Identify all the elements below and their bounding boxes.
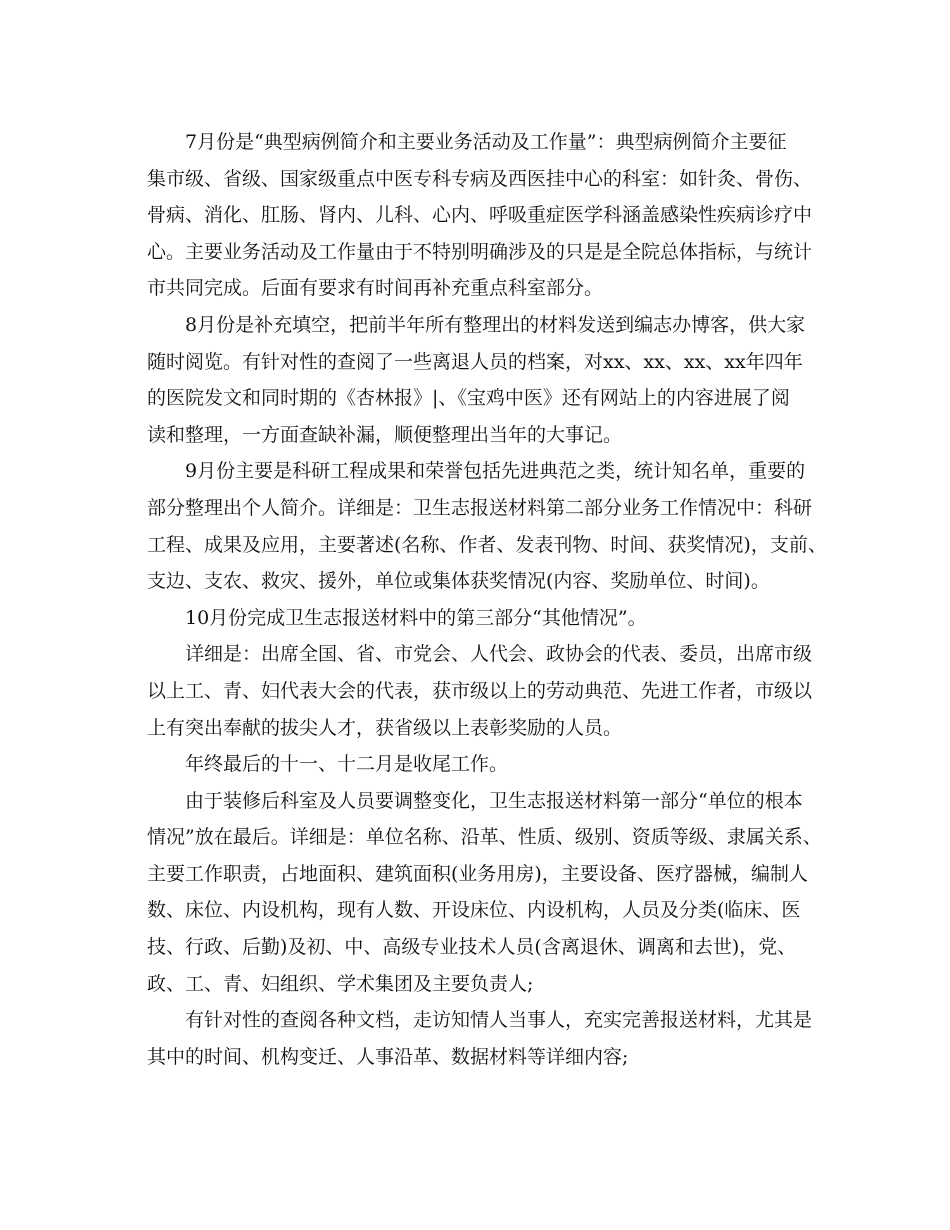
paragraph-september — [147, 453, 827, 599]
document-body — [147, 124, 827, 1075]
paragraph-october — [147, 600, 807, 637]
text-line: 年终最后的十一、十二月是收尾工作。 — [185, 753, 509, 776]
paragraph-year-end — [147, 746, 807, 783]
text-line: 集市级、省级、国家级重点中医专科专病及西医挂中心的科室：如针灸、骨伤、 — [147, 167, 813, 190]
paragraph-basic-info — [147, 783, 822, 1003]
text-line: 心。主要业务活动及工作量由于不特别明确涉及的只是是全院总体指标，与统计 — [147, 240, 813, 263]
text-line: 以上工、青、妇代表大会的代表，获市级以上的劳动典范、先进工作者，市级以 — [147, 679, 813, 702]
text-line: 部分整理出个人简介。详细是：卫生志报送材料第二部分业务工作情况中：科研 — [147, 496, 813, 519]
text-line: 由于装修后科室及人员要调整变化，卫生志报送材料第一部分“单位的根本 — [185, 789, 803, 812]
text-line: 骨病、消化、肛肠、肾内、儿科、心内、呼吸重症医学科涵盖感染性疾病诊疗中 — [147, 204, 813, 227]
text-line: 随时阅览。有针对性的查阅了一些离退人员的档案，对xx、xx、xx、xx年四年 — [147, 350, 803, 373]
text-line: 其中的时间、机构变迁、人事沿革、数据材料等详细内容; — [147, 1045, 629, 1068]
paragraph-october-details — [147, 636, 813, 746]
text-line: 情况”放在最后。详细是：单位名称、沿革、性质、级别、资质等级、隶属关系、 — [147, 826, 822, 849]
text-line: 技、行政、后勤)及初、中、高级专业技术人员(含离退休、调离和去世)，党、 — [147, 936, 797, 959]
text-line: 10月份完成卫生志报送材料中的第三部分“其他情况”。 — [185, 606, 647, 629]
text-line: 有针对性的查阅各种文档，走访知情人当事人，充实完善报送材料，尤其是 — [185, 1009, 813, 1032]
text-line: 工程、成果及应用，主要著述(名称、作者、发表刊物、时间、获奖情况)，支前、 — [147, 533, 827, 556]
text-line: 读和整理，一方面查缺补漏，顺便整理出当年的大事记。 — [147, 423, 623, 446]
text-line: 支边、支农、救灾、援外，单位或集体获奖情况(内容、奖励单位、时间)。 — [147, 570, 770, 593]
text-line: 市共同完成。后面有要求有时间再补充重点科室部分。 — [147, 277, 604, 300]
text-line: 详细是：出席全国、省、市党会、人代会、政协会的代表、委员，出席市级 — [185, 643, 813, 666]
paragraph-july — [147, 124, 813, 307]
text-line: 9月份主要是科研工程成果和荣誉包括先进典范之类，统计知名单，重要的 — [185, 460, 806, 483]
text-line: 政、工、青、妇组织、学术集团及主要负责人; — [147, 972, 534, 995]
text-line: 数、床位、内设机构，现有人数、开设床位、内设机构，人员及分类(临床、医 — [147, 899, 801, 922]
paragraph-august — [147, 307, 807, 453]
text-line: 8月份是补充填空，把前半年所有整理出的材料发送到编志办博客，供大家 — [185, 313, 806, 336]
text-line: 上有突出奉献的拔尖人才，获省级以上表彰奖励的人员。 — [147, 716, 623, 739]
text-line: 7月份是“典型病例简介和主要业务活动及工作量”：典型病例简介主要征 — [185, 131, 787, 153]
text-line: 的医院发文和同时期的《杏林报》|、《宝鸡中医》还有网站上的内容进展了阅 — [147, 387, 790, 410]
text-line: 主要工作职责，占地面积、建筑面积(业务用房)，主要设备、医疗器械，编制人 — [147, 862, 808, 885]
paragraph-archives — [147, 1002, 813, 1075]
